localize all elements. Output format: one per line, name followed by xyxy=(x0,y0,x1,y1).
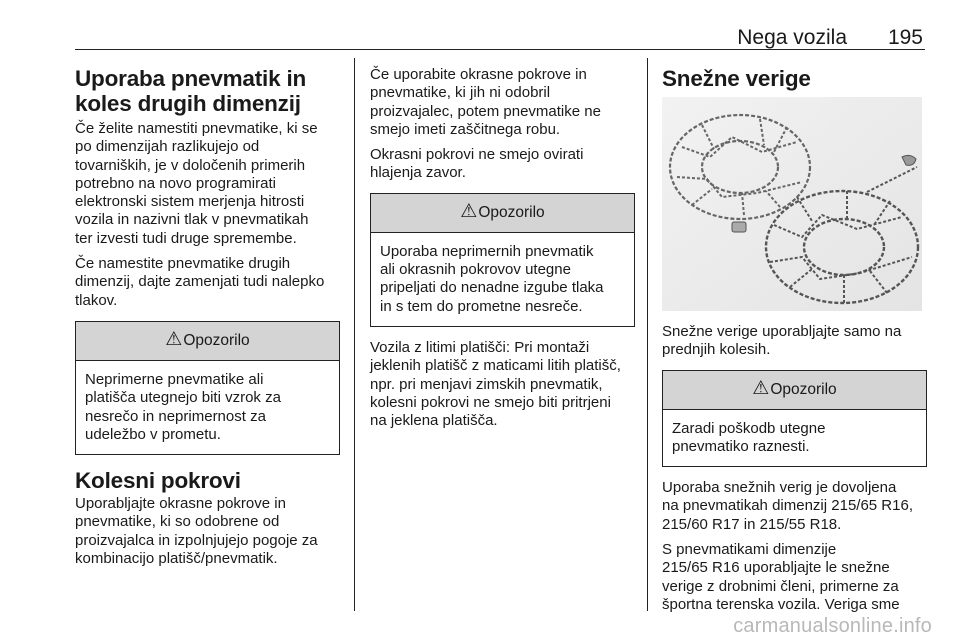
warning-box-2 xyxy=(370,193,635,327)
warning-text-3: Zaradi poškodb utegne pnevmatiko raznesti. xyxy=(672,419,826,455)
warning-text-1: Neprimerne pnevmatike ali platišča utegnejo biti vzrok za nesrečo in neprimernost za udeležbo v prometu. xyxy=(85,370,281,443)
col3-paragraph-3: S pnevmatikami dimenzije 215/65 R16 uporabljajte le snežne verige z drobnimi členi, primerne za športna terenska vozila. Veriga sme xyxy=(662,541,900,613)
col3-paragraph-2: Uporaba snežnih verig je dovoljena na pnevmatikah dimenzij 215/65 R16, 215/60 R17 in 215/55 R18. xyxy=(662,479,913,533)
column-3 xyxy=(662,66,927,614)
warning-header-1 xyxy=(76,322,339,361)
warning-header-2 xyxy=(371,194,634,233)
page-number: 195 xyxy=(887,26,923,49)
col3-paragraph-1: Snežne verige uporabljajte samo na prednjih kolesih. xyxy=(662,323,902,359)
col1-paragraph-1: Če želite namestiti pnevmatike, ki se po dimenzijah razlikujejo od tovarniških, je v določenih primerih potrebno na novo programirati elektronski sistem merjenja hitrosti vozila in nazivni tlak v pnevmatikah ter izvesti tudi druge spremembe. xyxy=(75,120,318,247)
column-2 xyxy=(370,66,635,430)
header-rule xyxy=(75,49,925,50)
watermark: carmanualsonline.info xyxy=(733,615,932,637)
header-title: Nega vozila xyxy=(737,26,847,49)
column-divider-1 xyxy=(354,58,355,611)
warning-text-2: Uporaba neprimernih pnevmatik ali okrasnih pokrovov utegne pripeljati do nenadne izgube tlaka in s tem do prometne nesreče. xyxy=(380,242,604,315)
column-1 xyxy=(75,66,340,568)
snow-chains-illustration xyxy=(662,97,922,311)
col2-paragraph-3: Vozila z litimi platišči: Pri montaži jeklenih platišč z maticami litih platišč, npr. pri menjavi zimskih pnevmatik, kolesni pokrovi ne smejo biti pritrjeni na jeklena platišča. xyxy=(370,338,621,430)
warning-title-1: Opozorilo xyxy=(183,331,250,349)
warning-box-1 xyxy=(75,321,340,455)
page-header xyxy=(75,26,925,48)
warning-triangle-icon: ⚠ xyxy=(165,329,183,351)
column-divider-2 xyxy=(647,58,648,611)
warning-title-3: Opozorilo xyxy=(770,380,837,398)
col1-paragraph-3: Uporabljajte okrasne pokrove in pnevmatike, ki so odobrene od proizvajalca in izpolnjujejo pogoje za kombinacijo platišč/pnevmatik. xyxy=(75,495,318,568)
warning-box-3 xyxy=(662,370,927,468)
warning-triangle-icon: ⚠ xyxy=(460,201,478,223)
warning-triangle-icon: ⚠ xyxy=(752,378,770,400)
col2-paragraph-2: Okrasni pokrovi ne smejo ovirati hlajenja zavor. xyxy=(370,146,584,182)
heading-tyre-sizes: Uporaba pnevmatik in koles drugih dimenzij xyxy=(75,66,307,116)
col1-paragraph-2: Če namestite pnevmatike drugih dimenzij, dajte zamenjati tudi nalepko tlakov. xyxy=(75,255,325,309)
heading-snow-chains: Snežne verige xyxy=(662,66,811,91)
col2-paragraph-1: Če uporabite okrasne pokrove in pnevmatike, ki jih ni odobril proizvajalec, potem pnevmatike ne smejo imeti zaščitnega robu. xyxy=(370,66,601,138)
heading-wheel-covers: Kolesni pokrovi xyxy=(75,468,241,494)
warning-title-2: Opozorilo xyxy=(478,203,545,221)
warning-header-3 xyxy=(663,371,926,410)
